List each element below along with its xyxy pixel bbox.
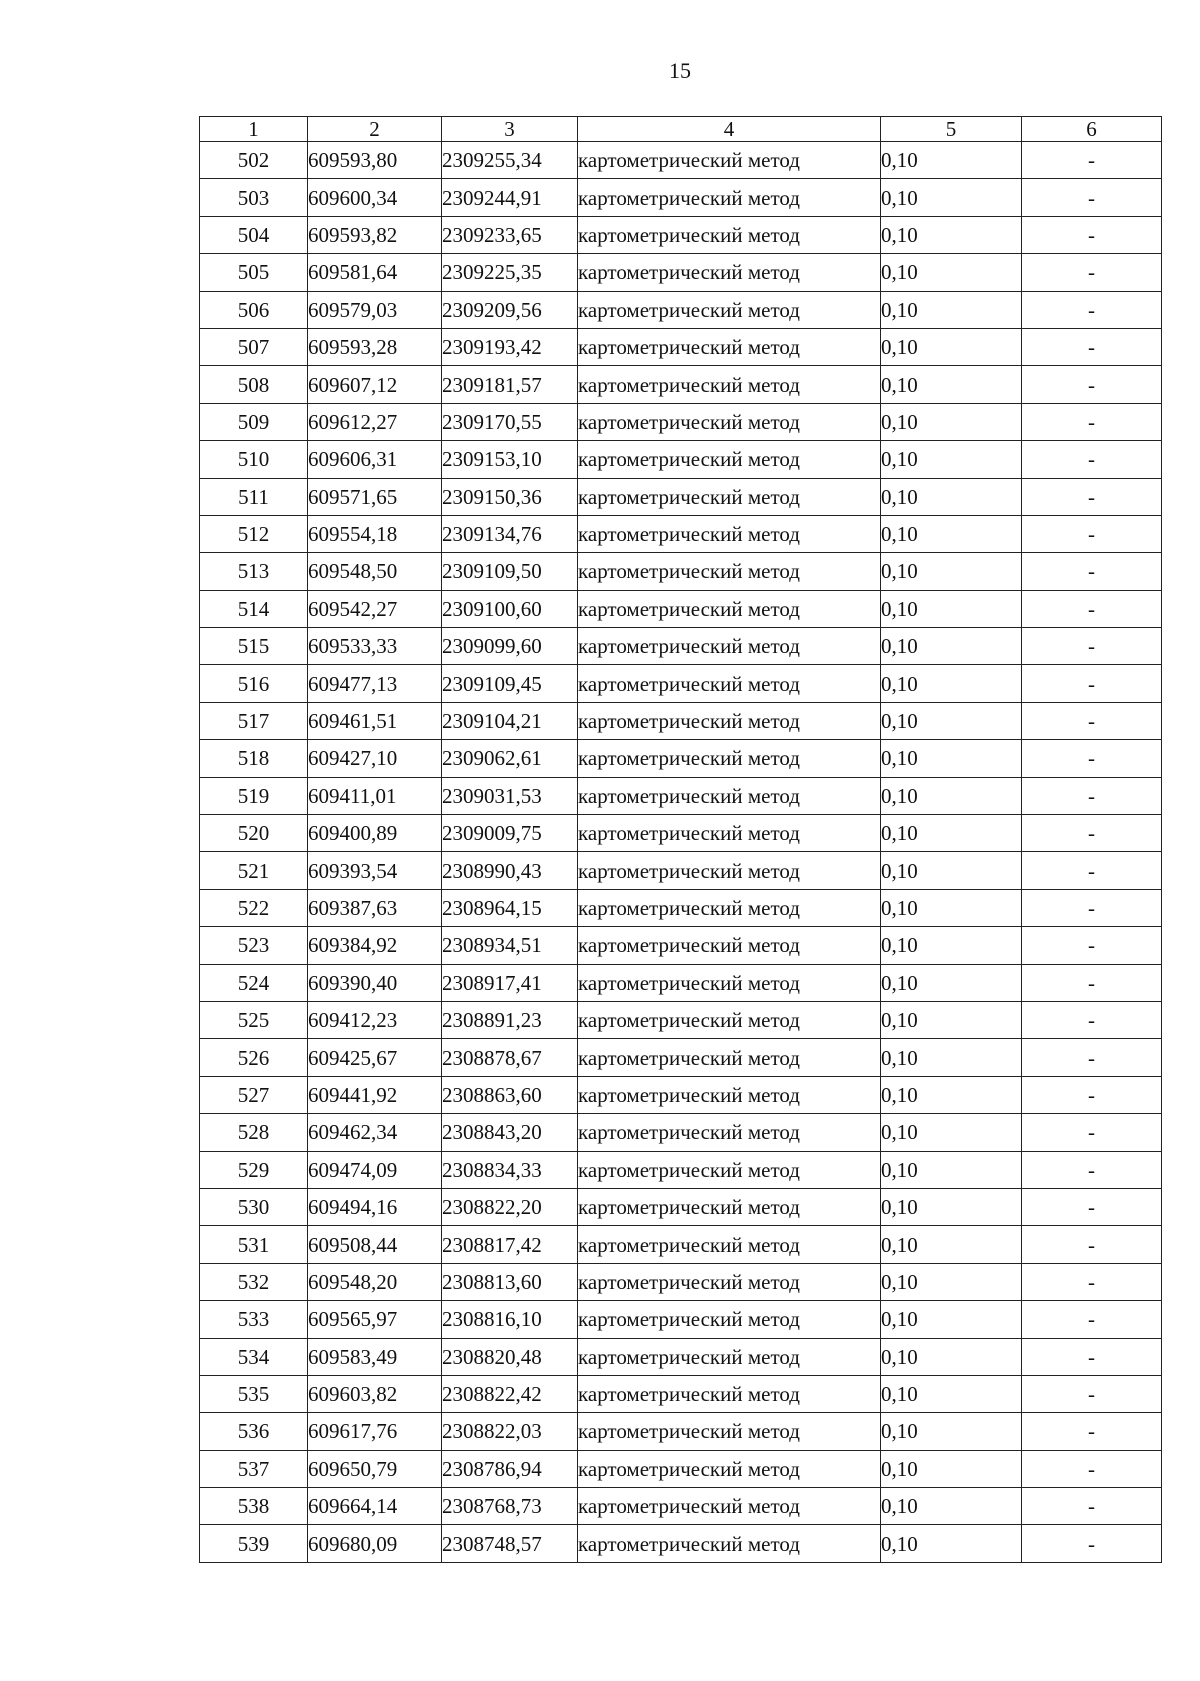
point-number-cell: 516 bbox=[200, 665, 308, 702]
accuracy-cell: 0,10 bbox=[881, 366, 1022, 403]
method-cell: картометрический метод bbox=[578, 1525, 881, 1562]
note-cell: - bbox=[1022, 628, 1162, 665]
accuracy-cell: 0,10 bbox=[881, 553, 1022, 590]
method-cell: картометрический метод bbox=[578, 1375, 881, 1412]
x-coordinate-cell: 609461,51 bbox=[308, 702, 442, 739]
x-coordinate-cell: 609607,12 bbox=[308, 366, 442, 403]
accuracy-cell: 0,10 bbox=[881, 441, 1022, 478]
accuracy-cell: 0,10 bbox=[881, 179, 1022, 216]
y-coordinate-cell: 2309255,34 bbox=[442, 142, 578, 179]
table-row bbox=[200, 1338, 1162, 1375]
accuracy-cell: 0,10 bbox=[881, 1151, 1022, 1188]
method-cell: картометрический метод bbox=[578, 254, 881, 291]
y-coordinate-cell: 2308990,43 bbox=[442, 852, 578, 889]
y-coordinate-cell: 2309104,21 bbox=[442, 702, 578, 739]
accuracy-cell: 0,10 bbox=[881, 628, 1022, 665]
x-coordinate-cell: 609548,50 bbox=[308, 553, 442, 590]
accuracy-cell: 0,10 bbox=[881, 291, 1022, 328]
point-number-cell: 527 bbox=[200, 1076, 308, 1113]
method-cell: картометрический метод bbox=[578, 142, 881, 179]
table-row bbox=[200, 328, 1162, 365]
point-number-cell: 533 bbox=[200, 1301, 308, 1338]
table-row bbox=[200, 1226, 1162, 1263]
accuracy-cell: 0,10 bbox=[881, 1488, 1022, 1525]
method-cell: картометрический метод bbox=[578, 328, 881, 365]
column-header: 5 bbox=[881, 117, 1022, 142]
method-cell: картометрический метод bbox=[578, 1039, 881, 1076]
y-coordinate-cell: 2309062,61 bbox=[442, 740, 578, 777]
y-coordinate-cell: 2309181,57 bbox=[442, 366, 578, 403]
method-cell: картометрический метод bbox=[578, 852, 881, 889]
x-coordinate-cell: 609554,18 bbox=[308, 515, 442, 552]
x-coordinate-cell: 609593,28 bbox=[308, 328, 442, 365]
accuracy-cell: 0,10 bbox=[881, 1001, 1022, 1038]
table-row bbox=[200, 403, 1162, 440]
accuracy-cell: 0,10 bbox=[881, 1338, 1022, 1375]
point-number-cell: 521 bbox=[200, 852, 308, 889]
x-coordinate-cell: 609579,03 bbox=[308, 291, 442, 328]
note-cell: - bbox=[1022, 216, 1162, 253]
point-number-cell: 505 bbox=[200, 254, 308, 291]
note-cell: - bbox=[1022, 852, 1162, 889]
y-coordinate-cell: 2309170,55 bbox=[442, 403, 578, 440]
y-coordinate-cell: 2309153,10 bbox=[442, 441, 578, 478]
y-coordinate-cell: 2308891,23 bbox=[442, 1001, 578, 1038]
method-cell: картометрический метод bbox=[578, 1151, 881, 1188]
point-number-cell: 517 bbox=[200, 702, 308, 739]
accuracy-cell: 0,10 bbox=[881, 852, 1022, 889]
accuracy-cell: 0,10 bbox=[881, 665, 1022, 702]
method-cell: картометрический метод bbox=[578, 1226, 881, 1263]
method-cell: картометрический метод bbox=[578, 1076, 881, 1113]
method-cell: картометрический метод bbox=[578, 403, 881, 440]
y-coordinate-cell: 2308917,41 bbox=[442, 964, 578, 1001]
y-coordinate-cell: 2308820,48 bbox=[442, 1338, 578, 1375]
y-coordinate-cell: 2309193,42 bbox=[442, 328, 578, 365]
y-coordinate-cell: 2308863,60 bbox=[442, 1076, 578, 1113]
x-coordinate-cell: 609441,92 bbox=[308, 1076, 442, 1113]
x-coordinate-cell: 609427,10 bbox=[308, 740, 442, 777]
point-number-cell: 512 bbox=[200, 515, 308, 552]
table-body bbox=[200, 142, 1162, 1563]
method-cell: картометрический метод bbox=[578, 964, 881, 1001]
x-coordinate-cell: 609571,65 bbox=[308, 478, 442, 515]
y-coordinate-cell: 2309099,60 bbox=[442, 628, 578, 665]
table-row bbox=[200, 254, 1162, 291]
point-number-cell: 525 bbox=[200, 1001, 308, 1038]
y-coordinate-cell: 2309009,75 bbox=[442, 815, 578, 852]
table-row bbox=[200, 1188, 1162, 1225]
method-cell: картометрический метод bbox=[578, 889, 881, 926]
note-cell: - bbox=[1022, 777, 1162, 814]
note-cell: - bbox=[1022, 964, 1162, 1001]
method-cell: картометрический метод bbox=[578, 441, 881, 478]
x-coordinate-cell: 609542,27 bbox=[308, 590, 442, 627]
note-cell: - bbox=[1022, 740, 1162, 777]
table-row bbox=[200, 291, 1162, 328]
point-number-cell: 538 bbox=[200, 1488, 308, 1525]
table-row bbox=[200, 815, 1162, 852]
accuracy-cell: 0,10 bbox=[881, 254, 1022, 291]
table-row bbox=[200, 553, 1162, 590]
table-row bbox=[200, 1076, 1162, 1113]
method-cell: картометрический метод bbox=[578, 927, 881, 964]
table-row bbox=[200, 1151, 1162, 1188]
method-cell: картометрический метод bbox=[578, 1188, 881, 1225]
method-cell: картометрический метод bbox=[578, 702, 881, 739]
method-cell: картометрический метод bbox=[578, 1001, 881, 1038]
table-row bbox=[200, 777, 1162, 814]
note-cell: - bbox=[1022, 889, 1162, 926]
table-row bbox=[200, 889, 1162, 926]
x-coordinate-cell: 609664,14 bbox=[308, 1488, 442, 1525]
accuracy-cell: 0,10 bbox=[881, 478, 1022, 515]
x-coordinate-cell: 609548,20 bbox=[308, 1263, 442, 1300]
table-row bbox=[200, 478, 1162, 515]
x-coordinate-cell: 609425,67 bbox=[308, 1039, 442, 1076]
accuracy-cell: 0,10 bbox=[881, 927, 1022, 964]
table-row bbox=[200, 142, 1162, 179]
x-coordinate-cell: 609593,80 bbox=[308, 142, 442, 179]
x-coordinate-cell: 609462,34 bbox=[308, 1114, 442, 1151]
x-coordinate-cell: 609533,33 bbox=[308, 628, 442, 665]
table-row bbox=[200, 1263, 1162, 1300]
note-cell: - bbox=[1022, 1188, 1162, 1225]
table-row bbox=[200, 628, 1162, 665]
note-cell: - bbox=[1022, 1525, 1162, 1562]
accuracy-cell: 0,10 bbox=[881, 815, 1022, 852]
table-row bbox=[200, 852, 1162, 889]
y-coordinate-cell: 2308813,60 bbox=[442, 1263, 578, 1300]
point-number-cell: 529 bbox=[200, 1151, 308, 1188]
table-row bbox=[200, 964, 1162, 1001]
x-coordinate-cell: 609581,64 bbox=[308, 254, 442, 291]
method-cell: картометрический метод bbox=[578, 815, 881, 852]
note-cell: - bbox=[1022, 328, 1162, 365]
note-cell: - bbox=[1022, 1039, 1162, 1076]
point-number-cell: 518 bbox=[200, 740, 308, 777]
table-row bbox=[200, 179, 1162, 216]
point-number-cell: 526 bbox=[200, 1039, 308, 1076]
accuracy-cell: 0,10 bbox=[881, 740, 1022, 777]
point-number-cell: 508 bbox=[200, 366, 308, 403]
note-cell: - bbox=[1022, 1450, 1162, 1487]
accuracy-cell: 0,10 bbox=[881, 1263, 1022, 1300]
column-header: 1 bbox=[200, 117, 308, 142]
point-number-cell: 530 bbox=[200, 1188, 308, 1225]
table-row bbox=[200, 665, 1162, 702]
accuracy-cell: 0,10 bbox=[881, 889, 1022, 926]
table-row bbox=[200, 515, 1162, 552]
y-coordinate-cell: 2309225,35 bbox=[442, 254, 578, 291]
x-coordinate-cell: 609494,16 bbox=[308, 1188, 442, 1225]
point-number-cell: 506 bbox=[200, 291, 308, 328]
point-number-cell: 519 bbox=[200, 777, 308, 814]
point-number-cell: 507 bbox=[200, 328, 308, 365]
note-cell: - bbox=[1022, 1263, 1162, 1300]
y-coordinate-cell: 2309209,56 bbox=[442, 291, 578, 328]
accuracy-cell: 0,10 bbox=[881, 1301, 1022, 1338]
y-coordinate-cell: 2308822,42 bbox=[442, 1375, 578, 1412]
note-cell: - bbox=[1022, 702, 1162, 739]
method-cell: картометрический метод bbox=[578, 179, 881, 216]
x-coordinate-cell: 609474,09 bbox=[308, 1151, 442, 1188]
y-coordinate-cell: 2308964,15 bbox=[442, 889, 578, 926]
table-row bbox=[200, 1525, 1162, 1562]
accuracy-cell: 0,10 bbox=[881, 1188, 1022, 1225]
accuracy-cell: 0,10 bbox=[881, 590, 1022, 627]
accuracy-cell: 0,10 bbox=[881, 142, 1022, 179]
point-number-cell: 515 bbox=[200, 628, 308, 665]
note-cell: - bbox=[1022, 1114, 1162, 1151]
note-cell: - bbox=[1022, 590, 1162, 627]
note-cell: - bbox=[1022, 1338, 1162, 1375]
point-number-cell: 503 bbox=[200, 179, 308, 216]
note-cell: - bbox=[1022, 515, 1162, 552]
column-header: 4 bbox=[578, 117, 881, 142]
method-cell: картометрический метод bbox=[578, 366, 881, 403]
table-row bbox=[200, 366, 1162, 403]
y-coordinate-cell: 2309150,36 bbox=[442, 478, 578, 515]
point-number-cell: 537 bbox=[200, 1450, 308, 1487]
point-number-cell: 531 bbox=[200, 1226, 308, 1263]
method-cell: картометрический метод bbox=[578, 1450, 881, 1487]
method-cell: картометрический метод bbox=[578, 1413, 881, 1450]
x-coordinate-cell: 609600,34 bbox=[308, 179, 442, 216]
table-row bbox=[200, 1488, 1162, 1525]
x-coordinate-cell: 609412,23 bbox=[308, 1001, 442, 1038]
note-cell: - bbox=[1022, 1151, 1162, 1188]
point-number-cell: 510 bbox=[200, 441, 308, 478]
table-row bbox=[200, 740, 1162, 777]
note-cell: - bbox=[1022, 553, 1162, 590]
x-coordinate-cell: 609617,76 bbox=[308, 1413, 442, 1450]
column-header: 3 bbox=[442, 117, 578, 142]
point-number-cell: 523 bbox=[200, 927, 308, 964]
note-cell: - bbox=[1022, 1375, 1162, 1412]
point-number-cell: 524 bbox=[200, 964, 308, 1001]
point-number-cell: 513 bbox=[200, 553, 308, 590]
table-row bbox=[200, 1375, 1162, 1412]
y-coordinate-cell: 2309100,60 bbox=[442, 590, 578, 627]
note-cell: - bbox=[1022, 478, 1162, 515]
y-coordinate-cell: 2308934,51 bbox=[442, 927, 578, 964]
y-coordinate-cell: 2308822,03 bbox=[442, 1413, 578, 1450]
y-coordinate-cell: 2308817,42 bbox=[442, 1226, 578, 1263]
x-coordinate-cell: 609583,49 bbox=[308, 1338, 442, 1375]
accuracy-cell: 0,10 bbox=[881, 1375, 1022, 1412]
y-coordinate-cell: 2309031,53 bbox=[442, 777, 578, 814]
point-number-cell: 514 bbox=[200, 590, 308, 627]
accuracy-cell: 0,10 bbox=[881, 1114, 1022, 1151]
x-coordinate-cell: 609603,82 bbox=[308, 1375, 442, 1412]
table-row bbox=[200, 1001, 1162, 1038]
accuracy-cell: 0,10 bbox=[881, 1226, 1022, 1263]
note-cell: - bbox=[1022, 1413, 1162, 1450]
accuracy-cell: 0,10 bbox=[881, 1450, 1022, 1487]
y-coordinate-cell: 2308834,33 bbox=[442, 1151, 578, 1188]
y-coordinate-cell: 2308816,10 bbox=[442, 1301, 578, 1338]
method-cell: картометрический метод bbox=[578, 291, 881, 328]
column-header: 2 bbox=[308, 117, 442, 142]
point-number-cell: 520 bbox=[200, 815, 308, 852]
point-number-cell: 522 bbox=[200, 889, 308, 926]
y-coordinate-cell: 2308878,67 bbox=[442, 1039, 578, 1076]
note-cell: - bbox=[1022, 665, 1162, 702]
method-cell: картометрический метод bbox=[578, 1488, 881, 1525]
y-coordinate-cell: 2309244,91 bbox=[442, 179, 578, 216]
y-coordinate-cell: 2308786,94 bbox=[442, 1450, 578, 1487]
y-coordinate-cell: 2308768,73 bbox=[442, 1488, 578, 1525]
method-cell: картометрический метод bbox=[578, 515, 881, 552]
note-cell: - bbox=[1022, 815, 1162, 852]
accuracy-cell: 0,10 bbox=[881, 964, 1022, 1001]
point-number-cell: 535 bbox=[200, 1375, 308, 1412]
table-row bbox=[200, 590, 1162, 627]
x-coordinate-cell: 609680,09 bbox=[308, 1525, 442, 1562]
table-row bbox=[200, 702, 1162, 739]
table-row bbox=[200, 927, 1162, 964]
note-cell: - bbox=[1022, 1488, 1162, 1525]
point-number-cell: 532 bbox=[200, 1263, 308, 1300]
y-coordinate-cell: 2309109,50 bbox=[442, 553, 578, 590]
table-row bbox=[200, 441, 1162, 478]
note-cell: - bbox=[1022, 1001, 1162, 1038]
note-cell: - bbox=[1022, 142, 1162, 179]
note-cell: - bbox=[1022, 291, 1162, 328]
x-coordinate-cell: 609384,92 bbox=[308, 927, 442, 964]
method-cell: картометрический метод bbox=[578, 665, 881, 702]
y-coordinate-cell: 2309134,76 bbox=[442, 515, 578, 552]
point-number-cell: 534 bbox=[200, 1338, 308, 1375]
table-row bbox=[200, 1039, 1162, 1076]
point-number-cell: 509 bbox=[200, 403, 308, 440]
x-coordinate-cell: 609565,97 bbox=[308, 1301, 442, 1338]
method-cell: картометрический метод bbox=[578, 777, 881, 814]
column-header: 6 bbox=[1022, 117, 1162, 142]
note-cell: - bbox=[1022, 403, 1162, 440]
y-coordinate-cell: 2309109,45 bbox=[442, 665, 578, 702]
accuracy-cell: 0,10 bbox=[881, 328, 1022, 365]
note-cell: - bbox=[1022, 179, 1162, 216]
note-cell: - bbox=[1022, 254, 1162, 291]
point-number-cell: 539 bbox=[200, 1525, 308, 1562]
method-cell: картометрический метод bbox=[578, 1114, 881, 1151]
method-cell: картометрический метод bbox=[578, 740, 881, 777]
table-header-row bbox=[200, 117, 1162, 142]
point-number-cell: 511 bbox=[200, 478, 308, 515]
x-coordinate-cell: 609411,01 bbox=[308, 777, 442, 814]
method-cell: картометрический метод bbox=[578, 1338, 881, 1375]
x-coordinate-cell: 609477,13 bbox=[308, 665, 442, 702]
note-cell: - bbox=[1022, 927, 1162, 964]
accuracy-cell: 0,10 bbox=[881, 1039, 1022, 1076]
accuracy-cell: 0,10 bbox=[881, 515, 1022, 552]
method-cell: картометрический метод bbox=[578, 628, 881, 665]
x-coordinate-cell: 609606,31 bbox=[308, 441, 442, 478]
note-cell: - bbox=[1022, 1301, 1162, 1338]
note-cell: - bbox=[1022, 441, 1162, 478]
x-coordinate-cell: 609612,27 bbox=[308, 403, 442, 440]
x-coordinate-cell: 609400,89 bbox=[308, 815, 442, 852]
accuracy-cell: 0,10 bbox=[881, 1413, 1022, 1450]
method-cell: картометрический метод bbox=[578, 1301, 881, 1338]
note-cell: - bbox=[1022, 366, 1162, 403]
accuracy-cell: 0,10 bbox=[881, 1525, 1022, 1562]
y-coordinate-cell: 2308822,20 bbox=[442, 1188, 578, 1225]
table-row bbox=[200, 1450, 1162, 1487]
coordinates-table bbox=[199, 116, 1162, 1563]
y-coordinate-cell: 2308748,57 bbox=[442, 1525, 578, 1562]
point-number-cell: 528 bbox=[200, 1114, 308, 1151]
x-coordinate-cell: 609508,44 bbox=[308, 1226, 442, 1263]
y-coordinate-cell: 2308843,20 bbox=[442, 1114, 578, 1151]
method-cell: картометрический метод bbox=[578, 478, 881, 515]
x-coordinate-cell: 609650,79 bbox=[308, 1450, 442, 1487]
x-coordinate-cell: 609387,63 bbox=[308, 889, 442, 926]
y-coordinate-cell: 2309233,65 bbox=[442, 216, 578, 253]
accuracy-cell: 0,10 bbox=[881, 216, 1022, 253]
table-row bbox=[200, 1114, 1162, 1151]
accuracy-cell: 0,10 bbox=[881, 702, 1022, 739]
method-cell: картометрический метод bbox=[578, 1263, 881, 1300]
accuracy-cell: 0,10 bbox=[881, 1076, 1022, 1113]
method-cell: картометрический метод bbox=[578, 590, 881, 627]
point-number-cell: 502 bbox=[200, 142, 308, 179]
point-number-cell: 504 bbox=[200, 216, 308, 253]
accuracy-cell: 0,10 bbox=[881, 403, 1022, 440]
point-number-cell: 536 bbox=[200, 1413, 308, 1450]
note-cell: - bbox=[1022, 1076, 1162, 1113]
table-row bbox=[200, 1413, 1162, 1450]
accuracy-cell: 0,10 bbox=[881, 777, 1022, 814]
method-cell: картометрический метод bbox=[578, 216, 881, 253]
x-coordinate-cell: 609593,82 bbox=[308, 216, 442, 253]
note-cell: - bbox=[1022, 1226, 1162, 1263]
table-row bbox=[200, 1301, 1162, 1338]
table-row bbox=[200, 216, 1162, 253]
x-coordinate-cell: 609393,54 bbox=[308, 852, 442, 889]
method-cell: картометрический метод bbox=[578, 553, 881, 590]
page-number: 15 bbox=[669, 58, 691, 83]
x-coordinate-cell: 609390,40 bbox=[308, 964, 442, 1001]
